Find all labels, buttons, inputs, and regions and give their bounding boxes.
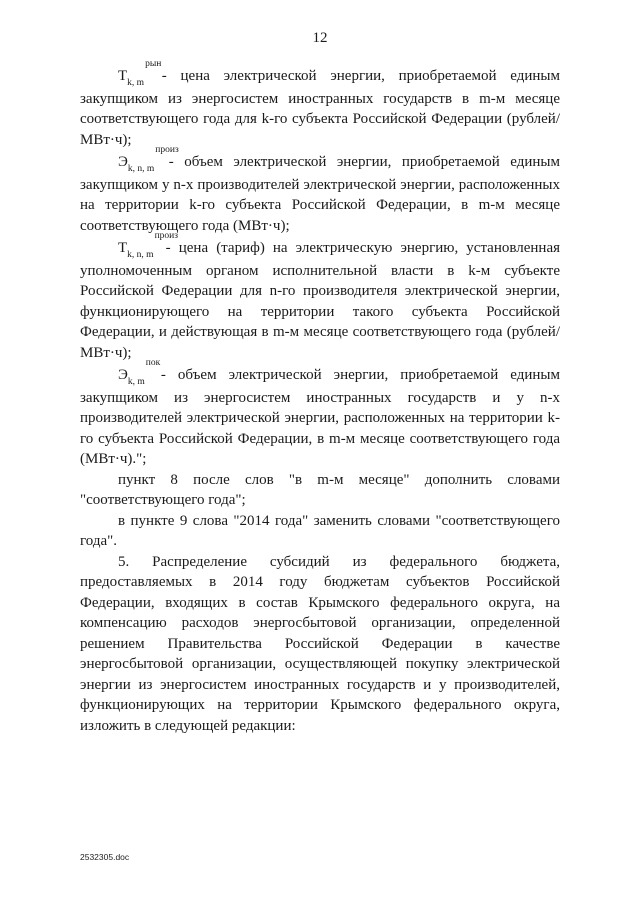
- definition-text: - цена электрической энергии, приобретаемой единым: [161, 68, 560, 84]
- definition-text-continued: закупщиком из энергосистем иностранных государств в m-м месяце соответствующего года для k-го субъекта Российской Федерации (рублей/МВт·ч);: [80, 90, 560, 148]
- paragraph-section-5: 5. Распределение субсидий из федерального бюджета, предоставляемых в 2014 году бюджетам субъектов Российской Федерации, входящих в состав Крымского федерального округа, на компенсацию расходов энергосбытовой организации, определенной решением Правительства Российской Федерации в качестве энергосбытовой организации, осуществляющей покупку электрической энергии из энергосистем иностранных государств и у производителей, функционирующих на территории Крымского федерального округа, изложить в следующей редакции:: [80, 553, 560, 734]
- definition-1: [80, 59, 560, 150]
- definition-2: [80, 145, 561, 236]
- definition-text: - цена (тариф) на электрическую энергию, установленная: [165, 240, 561, 256]
- definition-3: [80, 231, 561, 363]
- definition-4: [80, 358, 560, 470]
- formula-symbol: Э пок $_{k, m}$: [118, 358, 161, 387]
- paragraph-point-8: пункт 8 после слов "в m-м месяце" дополнить словами "соответствующего года";: [80, 471, 560, 508]
- definition-text-continued: уполномоченным органом исполнительной власти в k-м субъекте Российской Федерации для n-го производителя электрической энергии, функционирующего на территории такого субъекта Российской Федерации, и действующая в m-м месяце соответствующего года (рублей/МВт·ч);: [80, 262, 560, 361]
- definition-text: - объем электрической энергии, приобретаемой единым: [160, 367, 560, 383]
- formula-symbol: Э произ $_{k, n, m}$: [118, 145, 179, 174]
- definition-text-continued: закупщиком из энергосистем иностранных государств и у n-х производителей электрической энергии, расположенных на территории k-го субъекта Российской Федерации, в m-м месяце соответствующего года (МВт·ч).";: [80, 389, 560, 467]
- document-body: [80, 59, 561, 736]
- definition-text-continued: закупщиком у n-х производителей электрической энергии, расположенных на территории k-го субъекта Российской Федерации, в m-м месяце соответствующего года (МВт·ч);: [80, 176, 560, 234]
- formula-symbol: Т рын $_{k, m}$: [118, 59, 162, 88]
- formula-symbol: Т произ $_{k, n, m}$: [118, 231, 178, 260]
- definition-text: - объем электрической энергии, приобретаемой единым: [168, 154, 561, 170]
- page-number: 12: [312, 30, 328, 46]
- document-filename: 2532305.doc: [80, 852, 130, 862]
- paragraph-point-9: в пункте 9 слова "2014 года" заменить словами "соответствующего года".: [80, 512, 560, 549]
